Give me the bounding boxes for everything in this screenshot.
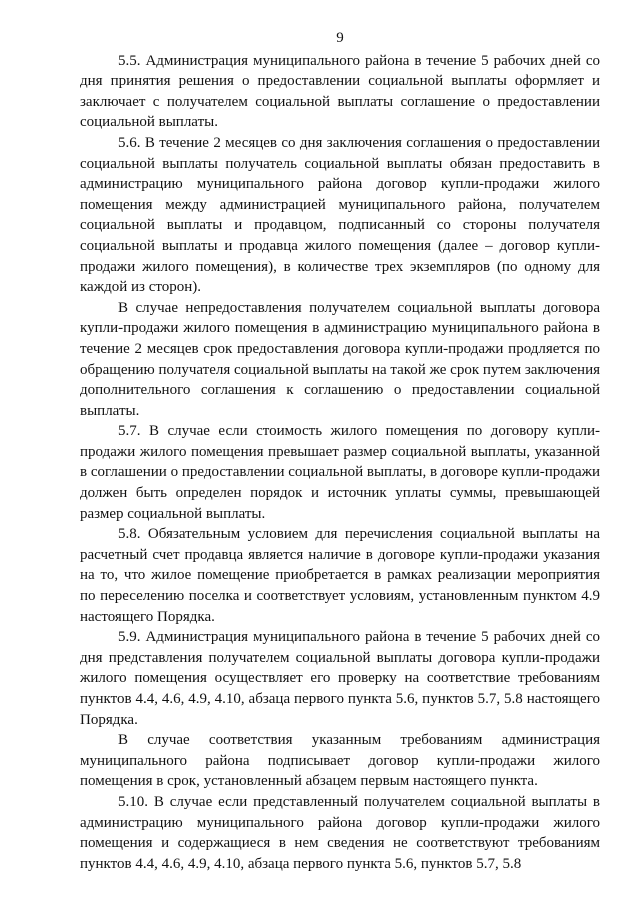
- paragraph-5-6: 5.6. В течение 2 месяцев со дня заключения соглашения о предоставлении социальной выплаты получатель социальной выплаты обязан предоставить в администрацию муниципального района договор купли-продажи жилого помещения между администрацией муниципального района, получателем социальной выплаты и продавцом, подписанный со стороны получателя социальной выплаты и продавца жилого помещения (далее – договор купли-продажи жилого помещения), в количестве трех экземпляров (по одному для каждой из сторон).: [80, 134, 600, 296]
- paragraph-5-9-signing: В случае соответствия указанным требованиям администрация муниципального района подписывает договор купли-продажи жилого помещения в срок, установленный абзацем первым настоящего пункта.: [80, 732, 600, 790]
- page-number: 9: [336, 30, 344, 46]
- paragraph-5-9: 5.9. Администрация муниципального района в течение 5 рабочих дней со дня представления получателем социальной выплаты договора купли-продажи жилого помещения осуществляет его проверку на соответствие требованиям пунктов 4.4, 4.6, 4.9, 4.10, абзаца первого пункта 5.6, пунктов 5.7, 5.8 настоящего Порядка.: [80, 629, 600, 728]
- paragraph-5-8: 5.8. Обязательным условием для перечисления социальной выплаты на расчетный счет продавца является наличие в договоре купли-продажи указания на то, что жилое помещение приобретается в рамках реализации мероприятия по переселению поселка и соответствует условиям, установленным пунктом 4.9 настоящего Порядка.: [80, 526, 600, 625]
- paragraph-5-7: 5.7. В случае если стоимость жилого помещения по договору купли-продажи жилого помещения превышает размер социальной выплаты, указанной в соглашении о предоставлении социальной выплаты, в договоре купли-продажи должен быть определен порядок и источник уплаты суммы, превышающей размер социальной выплаты.: [80, 423, 600, 522]
- paragraph-5-10: 5.10. В случае если представленный получателем социальной выплаты в администрацию муниципального района договор купли-продажи жилого помещения и содержащиеся в нем сведения не соответствуют требованиям пунктов 4.4, 4.6, 4.9, 4.10, абзаца первого пункта 5.6, пунктов 5.7, 5.8: [80, 793, 600, 872]
- paragraph-5-5: 5.5. Администрация муниципального района в течение 5 рабочих дней со дня принятия решения о предоставлении социальной выплаты оформляет и заключает с получателем социальной выплаты соглашение о предоставлении социальной выплаты.: [80, 52, 600, 131]
- paragraph-5-6-extension: В случае непредоставления получателем социальной выплаты договора купли-продажи жилого помещения в администрацию муниципального района в течение 2 месяцев срок предоставления договора купли-продажи продляется по обращению получателя социальной выплаты на такой же срок путем заключения дополнительного соглашения к соглашению о предоставлении социальной выплаты.: [80, 299, 600, 419]
